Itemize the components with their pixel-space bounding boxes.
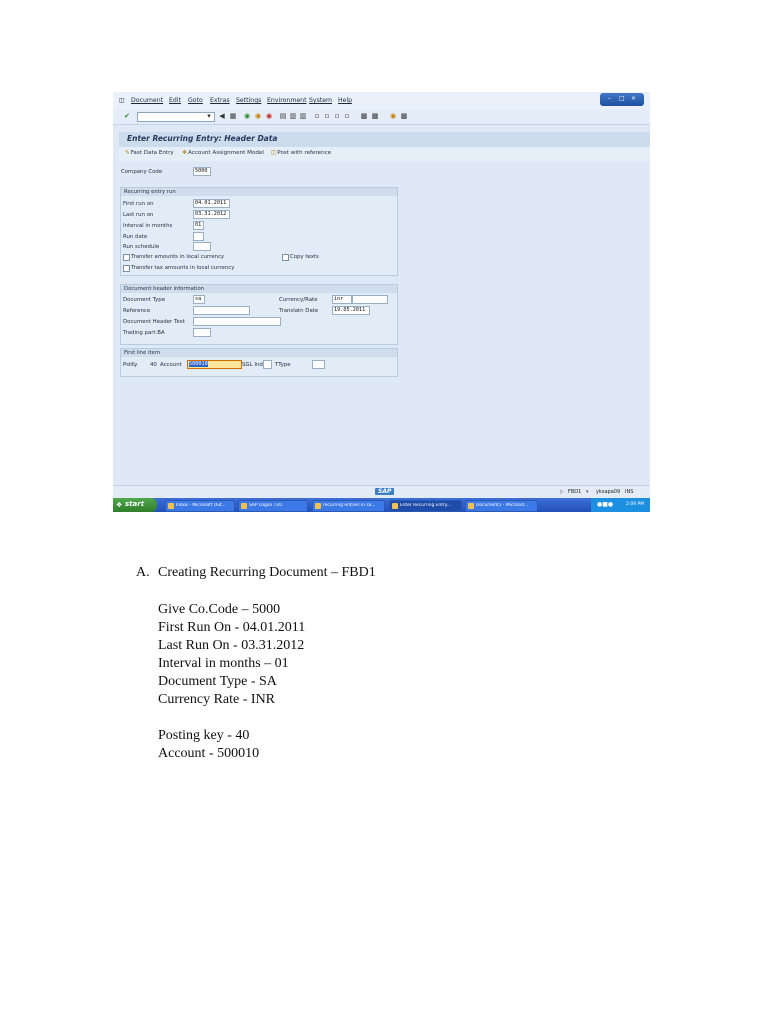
list-marker: A. [136, 565, 150, 580]
history-back-icon[interactable]: ◀ [219, 112, 225, 120]
status-expand-icon[interactable]: ▷ [560, 489, 564, 495]
account-value: 500010 [189, 361, 208, 367]
standard-toolbar [113, 109, 650, 125]
application-toolbar [119, 147, 650, 161]
header-text-label: Document Header Text [123, 319, 185, 325]
interval-input[interactable]: 01 [193, 221, 204, 230]
minimize-icon[interactable]: – [608, 95, 611, 102]
header-text-input[interactable] [193, 317, 281, 326]
company-code-input[interactable]: 5000 [193, 167, 211, 176]
sap-screenshot [113, 92, 650, 512]
status-transaction: FBD1 [568, 489, 582, 495]
screen-title-bar [119, 132, 650, 147]
first-page-icon[interactable]: ▫ [314, 112, 320, 120]
windows-logo-icon: ❖ [116, 501, 123, 509]
taskbar-item-browser[interactable] [312, 500, 385, 512]
outlook-icon [168, 503, 174, 509]
doc-line-currency: Currency Rate - INR [158, 692, 276, 707]
run-date-label: Run date [123, 234, 148, 240]
first-line-item-title: First line item [124, 350, 161, 356]
command-field[interactable] [137, 112, 215, 122]
document-type-label: Document Type [123, 297, 166, 303]
reference-input[interactable] [193, 306, 250, 315]
taskbar-item-label: Inbox - Microsoft Out... [176, 503, 226, 508]
create-session-icon[interactable]: ▩ [360, 112, 368, 120]
transfer-amounts-checkbox[interactable] [123, 254, 130, 261]
status-bar [113, 485, 650, 499]
find-next-icon[interactable]: ▥ [299, 112, 307, 120]
taskbar-item-outlook[interactable] [165, 500, 235, 512]
doc-line-posting-key: Posting key - 40 [158, 728, 250, 743]
menu-settings[interactable]: Settings [236, 97, 262, 104]
menu-edit[interactable]: Edit [169, 97, 181, 104]
back-icon[interactable]: ◉ [243, 112, 251, 120]
last-run-input[interactable]: 03.31.2012 [193, 210, 230, 219]
translation-date-input[interactable]: 19.05.2011 [332, 306, 370, 315]
next-page-icon[interactable]: ▫ [334, 112, 340, 120]
sap-window-icon [392, 503, 398, 509]
shortcut-icon[interactable]: ▩ [371, 112, 379, 120]
status-server: yksapa09 [596, 489, 621, 495]
find-icon[interactable]: ▥ [289, 112, 297, 120]
fast-data-entry-button[interactable] [125, 150, 174, 156]
doc-line-document-type: Document Type - SA [158, 674, 277, 689]
word-icon [468, 503, 474, 509]
doc-line-company-code: Give Co.Code – 5000 [158, 602, 281, 617]
account-model-icon: ❖ [182, 150, 188, 156]
section-heading: Creating Recurring Document – FBD1 [158, 565, 376, 580]
print-icon[interactable]: ▤ [279, 112, 287, 120]
document-header-group-title: Document header information [124, 286, 205, 292]
currency-rate-label: Currency/Rate [279, 297, 318, 303]
recurring-group-header [121, 188, 397, 196]
recurring-entry-run-group [120, 187, 398, 276]
enter-icon[interactable]: ✔ [124, 112, 130, 120]
taskbar-item-label: recurring entries in sa... [323, 503, 376, 508]
taskbar-item-sap-logon[interactable] [238, 500, 308, 512]
menu-environment[interactable]: Environment [267, 97, 307, 104]
start-button[interactable] [113, 498, 157, 512]
run-schedule-input[interactable] [193, 242, 211, 251]
exit-icon[interactable]: ◉ [254, 112, 262, 120]
trading-partner-label: Trading part.BA [123, 330, 165, 336]
status-insert-mode: INS [625, 489, 634, 495]
doc-line-account: Account - 500010 [158, 746, 260, 761]
post-with-reference-button[interactable] [271, 150, 331, 156]
taskbar-item-label: SAP Logon 720 [249, 503, 283, 508]
previous-page-icon[interactable]: ▫ [324, 112, 330, 120]
status-dropdown-icon[interactable]: ▾ [586, 489, 589, 495]
browser-icon [315, 503, 321, 509]
currency-input[interactable]: inr [332, 295, 352, 304]
menu-system[interactable]: System [309, 97, 333, 104]
doc-line-interval: Interval in months – 01 [158, 656, 289, 671]
layout-icon[interactable]: ▩ [400, 112, 408, 120]
post-with-reference-label: Post with reference [277, 150, 332, 156]
doc-line-first-run: First Run On - 04.01.2011 [158, 620, 306, 635]
run-date-input[interactable] [193, 232, 204, 241]
last-run-label: Last run on [123, 212, 154, 218]
sap-logon-icon [241, 503, 247, 509]
document-header-group-header [121, 285, 397, 293]
account-input[interactable] [187, 360, 242, 369]
interval-label: Interval in months [123, 223, 173, 229]
post-reference-icon: ◫ [271, 150, 277, 156]
fast-data-entry-label: Fast Data Entry [130, 150, 174, 156]
sgl-indicator-input[interactable] [263, 360, 272, 369]
copy-texts-label: Copy texts [290, 254, 319, 260]
windows-taskbar [113, 498, 650, 512]
transfer-amounts-label: Transfer amounts in local currency [131, 254, 225, 260]
trading-partner-input[interactable] [193, 328, 211, 337]
taskbar-item-word[interactable] [465, 500, 538, 512]
system-tray [591, 498, 650, 512]
menu-bar [113, 92, 650, 109]
first-run-input[interactable]: 04.01.2011 [193, 199, 230, 208]
window-controls [600, 93, 644, 106]
menu-extras[interactable]: Extras [210, 97, 230, 104]
copy-texts-checkbox[interactable] [282, 254, 289, 261]
sap-menu-icon[interactable]: ◫ [119, 97, 125, 104]
start-label: start [125, 500, 145, 508]
fast-entry-icon: ✎ [125, 150, 130, 156]
transfer-tax-checkbox[interactable] [123, 265, 130, 272]
clock: 2:09 PM [626, 502, 645, 507]
recurring-group-title: Recurring entry run [124, 189, 176, 195]
first-run-label: First run on [123, 201, 154, 207]
translation-date-label: Translatn Date [279, 308, 319, 314]
exchange-rate-input[interactable] [352, 295, 388, 304]
cancel-icon[interactable]: ◉ [265, 112, 273, 120]
account-assignment-model-label: Account Assignment Model [188, 150, 264, 156]
taskbar-item-recurring-entry[interactable] [389, 500, 462, 512]
menu-document[interactable]: Document [131, 97, 164, 104]
transaction-type-label: TType [275, 362, 291, 368]
account-assignment-model-button[interactable] [182, 150, 264, 156]
command-dropdown-icon[interactable]: ▾ [207, 112, 211, 120]
company-code-label: Company Code [121, 169, 163, 175]
sap-logo: SAP [375, 488, 394, 495]
save-icon[interactable]: ▦ [229, 112, 237, 120]
tray-icons[interactable]: ●■● [597, 501, 614, 508]
reference-label: Reference [123, 308, 151, 314]
first-line-item-header [121, 349, 397, 357]
posting-key-label: PstKy [123, 362, 138, 368]
taskbar-item-label: Document1 - Microsof... [476, 503, 529, 508]
sgl-indicator-label: SGL Ind [242, 362, 263, 368]
close-icon[interactable]: × [631, 95, 637, 102]
last-page-icon[interactable]: ▫ [344, 112, 350, 120]
doc-line-last-run: Last Run On - 03.31.2012 [158, 638, 305, 653]
screen-title: Enter Recurring Entry: Header Data [127, 134, 278, 143]
menu-goto[interactable]: Goto [188, 97, 203, 104]
document-type-input[interactable]: sa [193, 295, 205, 304]
transaction-type-input[interactable] [312, 360, 325, 369]
posting-key-value[interactable]: 40 [150, 362, 157, 368]
help-icon[interactable]: ◉ [389, 112, 397, 120]
taskbar-item-label: Enter Recurring Entry... [400, 503, 451, 508]
transfer-tax-label: Transfer tax amounts in local currency [131, 265, 235, 271]
run-schedule-label: Run schedule [123, 244, 160, 250]
menu-help[interactable]: Help [338, 97, 353, 104]
account-label: Account [160, 362, 182, 368]
maximize-icon[interactable]: □ [619, 95, 625, 102]
